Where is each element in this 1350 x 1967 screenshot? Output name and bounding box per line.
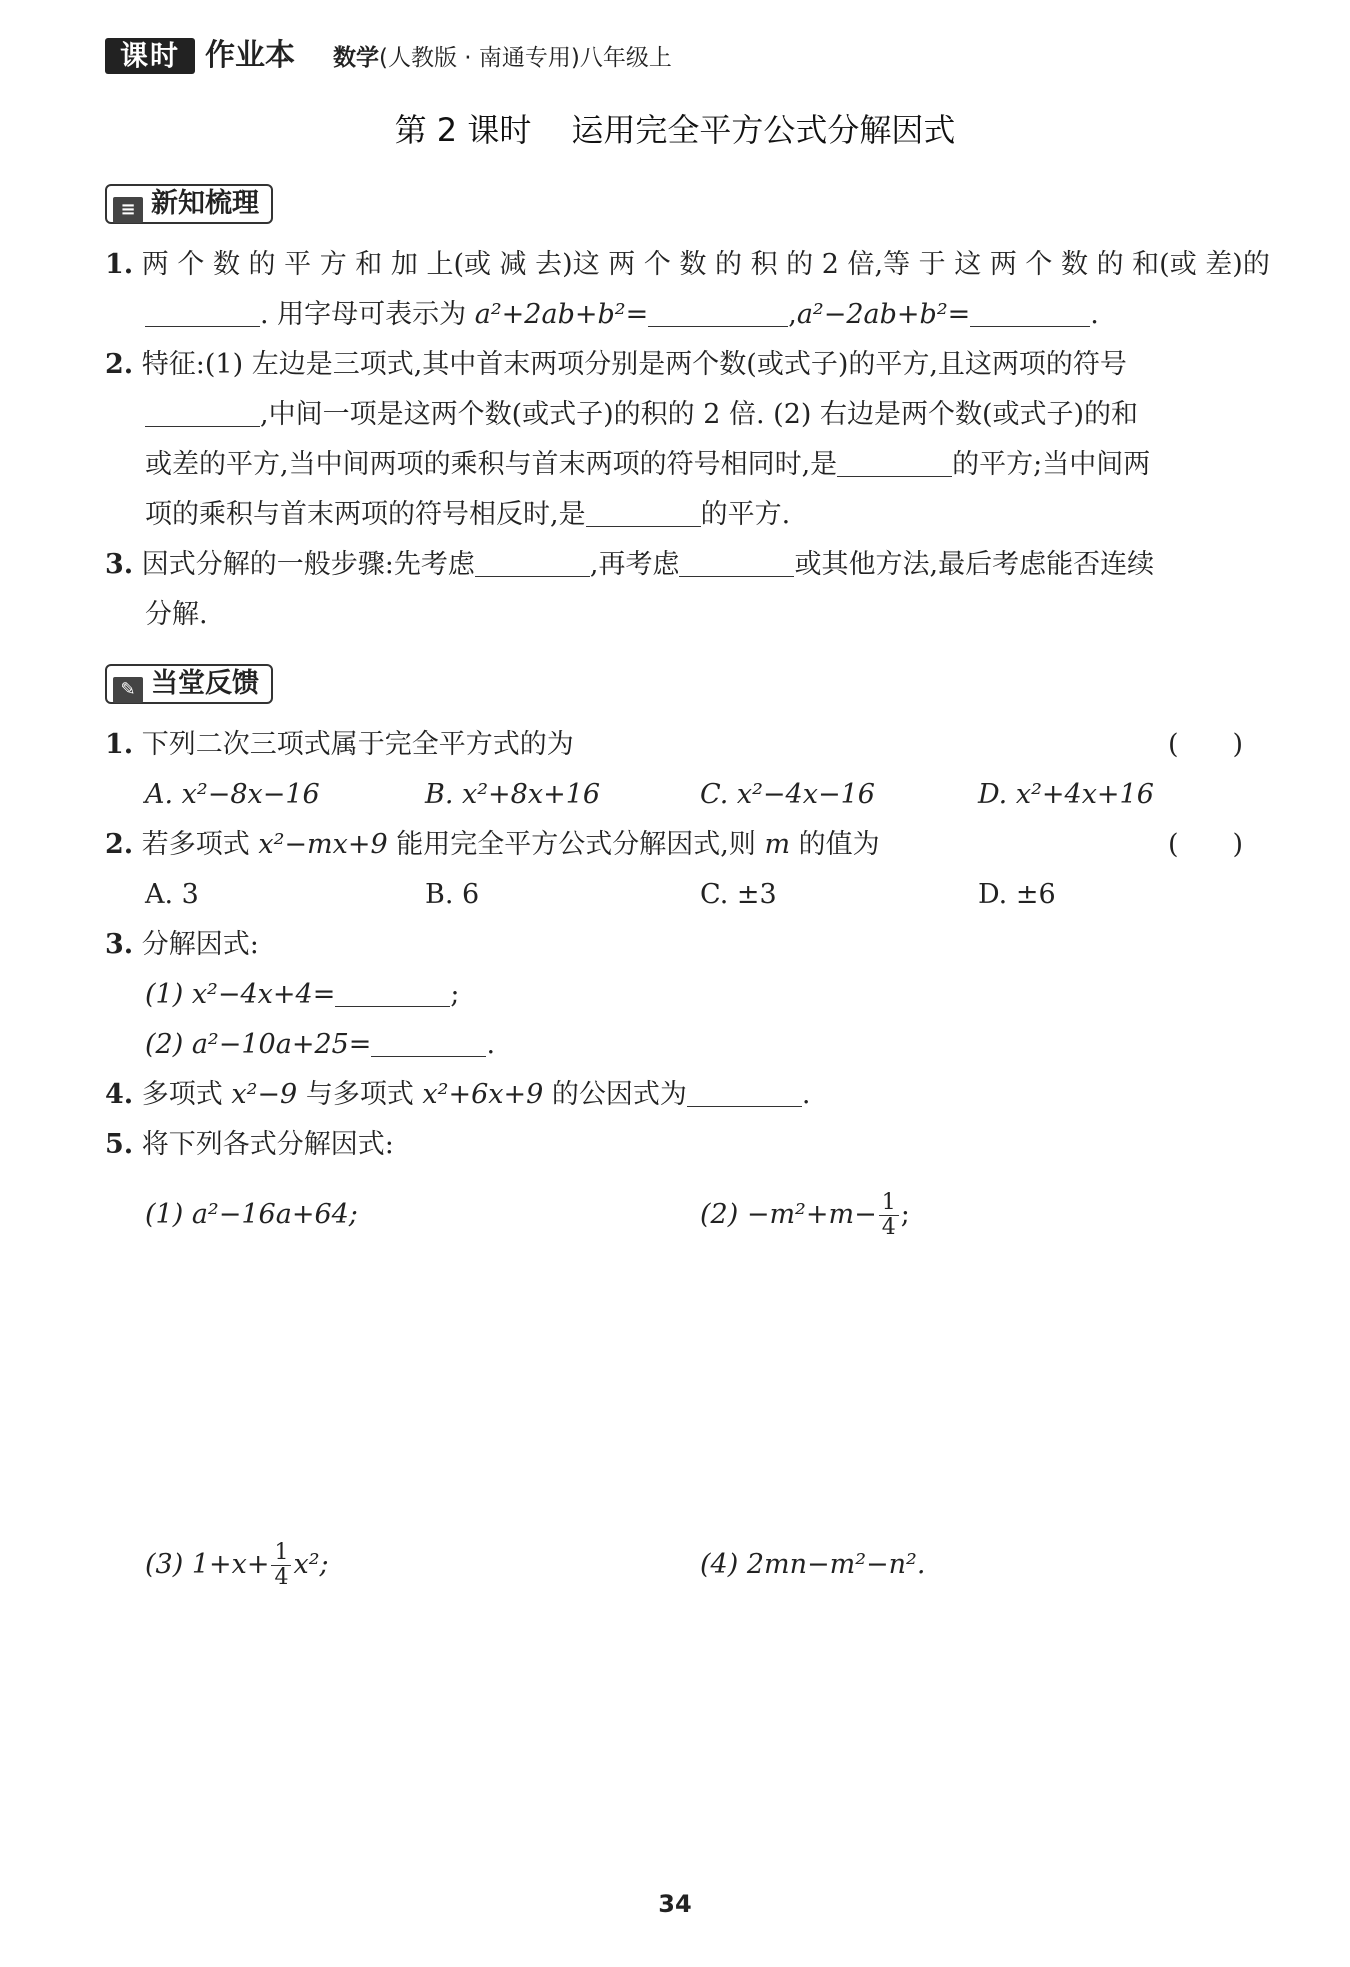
formula: (4) 2mn−m²−n². <box>700 1549 926 1580</box>
lesson-number: 第 2 课时 <box>394 111 532 149</box>
s2-q5-part4 <box>700 1546 925 1584</box>
question-text: 的平方;当中间两 <box>952 449 1151 480</box>
question-text: 能用完全平方公式分解因式,则 <box>396 829 756 860</box>
answer-paren[interactable]: ( ) <box>1168 729 1244 760</box>
s1-q1-line1 <box>105 246 1270 284</box>
answer-blank[interactable] <box>648 298 788 327</box>
option-b[interactable]: B. x²+8x+16 <box>425 779 601 810</box>
book-title: 作业本 <box>205 38 295 73</box>
s1-q2-line1 <box>105 346 1127 384</box>
s2-q4 <box>105 1076 811 1114</box>
formula: (3) 1+x+ <box>145 1549 270 1580</box>
s2-q5 <box>105 1126 394 1164</box>
question-text: 分解因式: <box>141 929 259 960</box>
answer-blank[interactable] <box>679 548 794 577</box>
s1-q2-line4 <box>145 496 790 534</box>
answer-paren[interactable]: ( ) <box>1168 829 1244 860</box>
s2-q3-part2 <box>145 1026 495 1064</box>
s2-q1 <box>105 726 574 764</box>
question-text: 项的乘积与首末两项的符号相反时,是 <box>145 499 586 530</box>
formula: (1) a²−16a+64; <box>145 1199 358 1230</box>
s2-q5-part1 <box>145 1196 358 1234</box>
question-number: 1. <box>105 729 134 760</box>
question-text: ,中间一项是这两个数(或式子)的积的 2 倍. (2) 右边是两个数(或式子)的和 <box>260 399 1139 430</box>
formula: (1) x²−4x+4= <box>145 979 336 1010</box>
separator: , <box>788 299 797 330</box>
s1-q3-line2 <box>145 596 208 634</box>
lesson-name: 运用完全平方公式分解因式 <box>571 111 956 149</box>
question-text: 分解. <box>145 599 208 630</box>
option-a[interactable]: A. x²−8x−16 <box>145 779 320 810</box>
section-title: 当堂反馈 <box>151 668 259 699</box>
option-b[interactable]: B. 6 <box>425 879 480 910</box>
question-number: 4. <box>105 1079 134 1110</box>
section-feedback <box>105 664 273 704</box>
option-c[interactable]: C. ±3 <box>700 879 777 910</box>
period: . <box>1090 299 1099 330</box>
s2-q3-part1 <box>145 976 459 1014</box>
answer-blank[interactable] <box>837 448 952 477</box>
question-text: 特征:(1) 左边是三项式,其中首末两项分别是两个数(或式子)的平方,且这两项的符号 <box>141 349 1127 380</box>
formula: x²+6x+9 <box>422 1079 544 1110</box>
lesson-title <box>0 108 1350 152</box>
option-d[interactable]: D. x²+4x+16 <box>978 779 1154 810</box>
question-number: 3. <box>105 929 134 960</box>
question-text: 多项式 <box>141 1079 223 1110</box>
answer-blank[interactable] <box>970 298 1090 327</box>
section-new-knowledge <box>105 184 273 224</box>
question-number: 2. <box>105 829 134 860</box>
formula: (2) a²−10a+25= <box>145 1029 372 1060</box>
question-number: 5. <box>105 1129 134 1160</box>
section-title: 新知梳理 <box>151 188 259 219</box>
formula: (2) −m²+m− <box>700 1199 877 1230</box>
fraction: $\frac{1}{4}$ <box>879 1191 899 1240</box>
question-text: 因式分解的一般步骤:先考虑 <box>141 549 475 580</box>
brand-logo: 课时 <box>105 38 195 74</box>
s1-q2-line2 <box>145 396 1138 434</box>
formula: x²−9 <box>231 1079 298 1110</box>
book-subtitle <box>333 43 672 73</box>
formula: x²−mx+9 <box>258 829 388 860</box>
formula: x²; <box>293 1549 329 1580</box>
punct: ; <box>450 979 460 1010</box>
formula: a²+2ab+b²= <box>474 299 649 330</box>
s2-q2 <box>105 826 880 864</box>
answer-blank[interactable] <box>335 978 450 1007</box>
s2-q5-part3 <box>145 1530 329 1600</box>
book-icon: ≡ <box>113 197 143 223</box>
question-text: . 用字母可表示为 <box>260 299 467 330</box>
s1-q2-line3 <box>145 446 1150 484</box>
s2-q5-part2 <box>700 1180 910 1250</box>
question-text: 或其他方法,最后考虑能否连续 <box>794 549 1155 580</box>
question-text: 两 个 数 的 平 方 和 加 上(或 减 去)这 两 个 数 的 积 的 2 倍,等 于 这 两 个 数 的 和(或 差)的 <box>141 249 1270 280</box>
question-text: 的平方. <box>700 499 791 530</box>
answer-blank[interactable] <box>475 548 590 577</box>
s1-q3-line1 <box>105 546 1154 584</box>
page-number: 34 <box>658 1890 692 1918</box>
answer-blank[interactable] <box>371 1028 486 1057</box>
answer-blank[interactable] <box>145 298 260 327</box>
s2-q3 <box>105 926 259 964</box>
edition-label: (人教版 · 南通专用)八年级上 <box>379 45 672 71</box>
fraction: $\frac{1}{4}$ <box>271 1541 291 1590</box>
variable: m <box>764 829 791 860</box>
option-a[interactable]: A. 3 <box>145 879 199 910</box>
s1-q1-line2 <box>145 296 1099 334</box>
question-number: 3. <box>105 549 134 580</box>
answer-blank[interactable] <box>145 398 260 427</box>
period: . <box>801 1079 811 1110</box>
question-text: 的值为 <box>798 829 880 860</box>
question-text: 下列二次三项式属于完全平方式的为 <box>141 729 574 760</box>
question-text: 的公因式为 <box>551 1079 687 1110</box>
pencil-icon: ✎ <box>113 677 143 703</box>
punct: . <box>486 1029 496 1060</box>
question-number: 1. <box>105 249 134 280</box>
question-text: 若多项式 <box>141 829 250 860</box>
subject-label: 数学 <box>333 45 379 71</box>
question-text: 或差的平方,当中间两项的乘积与首末两项的符号相同时,是 <box>145 449 838 480</box>
option-c[interactable]: C. x²−4x−16 <box>700 779 875 810</box>
question-text: ,再考虑 <box>589 549 680 580</box>
formula: a²−2ab+b²= <box>796 299 971 330</box>
question-number: 2. <box>105 349 134 380</box>
question-text: 与多项式 <box>305 1079 414 1110</box>
punct: ; <box>900 1199 910 1230</box>
answer-blank[interactable] <box>687 1078 802 1107</box>
answer-blank[interactable] <box>586 498 701 527</box>
question-text: 将下列各式分解因式: <box>141 1129 394 1160</box>
option-d[interactable]: D. ±6 <box>978 879 1056 910</box>
